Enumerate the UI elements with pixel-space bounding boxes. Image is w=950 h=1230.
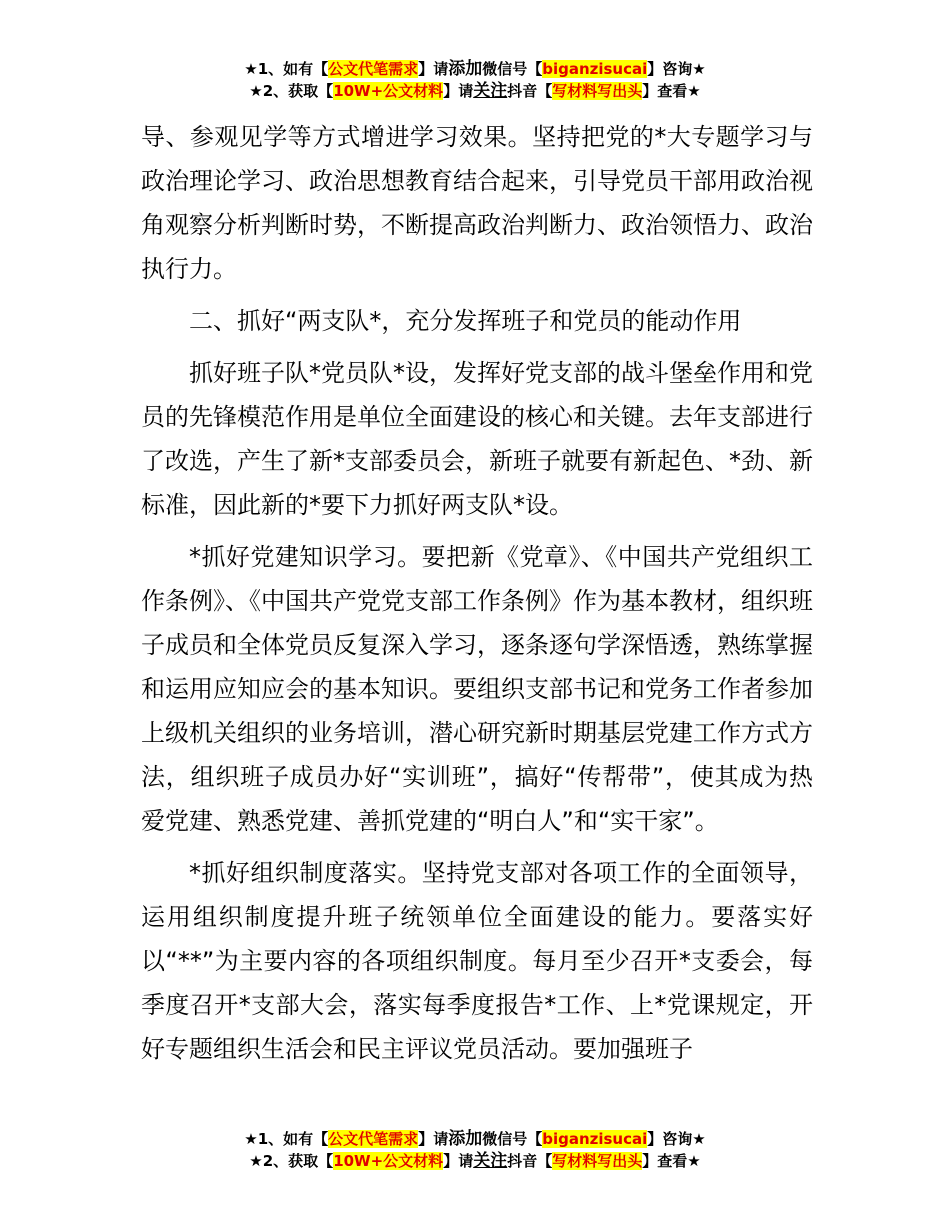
banner-text: 】请 (443, 82, 474, 100)
paragraph-2: 抓好班子队*党员队*设，发挥好党支部的战斗堡垒作用和党员的先锋模范作用是单位全面建设的核心和关键。去年支部进行了改选，产生了新*支部委员会，新班子就要有新起色、*劲、新标准，因此新的*要下力抓好两支队*设。 (141, 359, 813, 519)
banner-emphasis: 关注 (473, 1151, 508, 1171)
section-heading: 二、抓好“两支队*，充分发挥班子和党员的能动作用 (189, 307, 742, 335)
banner-highlight: 10W+公文材料 (333, 82, 444, 100)
banner-text: ★2、获取【 (249, 82, 334, 100)
paragraph-3: *抓好党建知识学习。要把新《党章》、《中国共产党组织工作条例》、《中国共产党党支部工作条例》作为基本教材，组织班子成员和全体党员反复深入学习，逐条逐句学深悟透，熟练掌握和运用应知应会的基本知识。要组织支部书记和党务工作者参加上级机关组织的业务培训，潜心研究新时期基层党建工作方式方法，组织班子成员办好“实训班”，搞好“传帮带”，使其成为热爱党建、熟悉党建、善抓党建的“明白人”和“实干家”。 (141, 543, 813, 835)
banner-text: 】查看★ (642, 82, 701, 100)
banner-highlight: 公文代笔需求 (328, 60, 419, 78)
banner-emphasis: 添加 (448, 59, 483, 79)
footer-banner (0, 1128, 950, 1172)
banner-text: ★1、如有 (244, 1130, 314, 1148)
banner-text: 】请 (443, 1152, 474, 1170)
header-banner (0, 58, 950, 102)
banner-text: 】请 (418, 60, 449, 78)
banner-highlight: 写材料写出头 (552, 82, 643, 100)
banner-line-2 (0, 80, 950, 102)
banner-text: ★2、获取【 (249, 1152, 334, 1170)
banner-highlight: biganzisucai (542, 1130, 648, 1148)
paragraph-4: *抓好组织制度落实。坚持党支部对各项工作的全面领导，运用组织制度提升班子统领单位全面建设的能力。要落实好以“**”为主要内容的各项组织制度。每月至少召开*支委会，每季度召开*支部大会，落实每季度报告*工作、上*党课规定，开好专题组织生活会和民主评议党员活动。要加强班子 (141, 859, 813, 1063)
banner-text: 抖音【 (507, 1152, 553, 1170)
banner-text: 【 (313, 1130, 329, 1148)
banner-emphasis: 关注 (473, 81, 508, 101)
banner-text: 】咨询★ (647, 60, 706, 78)
banner-emphasis: 添加 (448, 1129, 483, 1149)
banner-line-1 (0, 58, 950, 80)
banner-text: 】请 (418, 1130, 449, 1148)
banner-highlight: biganzisucai (542, 60, 648, 78)
banner-line-1 (0, 1128, 950, 1150)
banner-text: 抖音【 (507, 82, 553, 100)
paragraph-1: 导、参观见学等方式增进学习效果。坚持把党的*大专题学习与政治理论学习、政治思想教育结合起来，引导党员干部用政治视角观察分析判断时势，不断提高政治判断力、政治领悟力、政治执行力。 (141, 123, 813, 283)
banner-text: 微信号【 (482, 60, 543, 78)
banner-highlight: 公文代笔需求 (328, 1130, 419, 1148)
banner-highlight: 写材料写出头 (552, 1152, 643, 1170)
banner-text: 【 (313, 60, 329, 78)
banner-text: 】咨询★ (647, 1130, 706, 1148)
banner-text: 】查看★ (642, 1152, 701, 1170)
document-body (141, 115, 813, 1071)
banner-line-2 (0, 1150, 950, 1172)
banner-text: 微信号【 (482, 1130, 543, 1148)
banner-text: ★1、如有 (244, 60, 314, 78)
banner-highlight: 10W+公文材料 (333, 1152, 444, 1170)
